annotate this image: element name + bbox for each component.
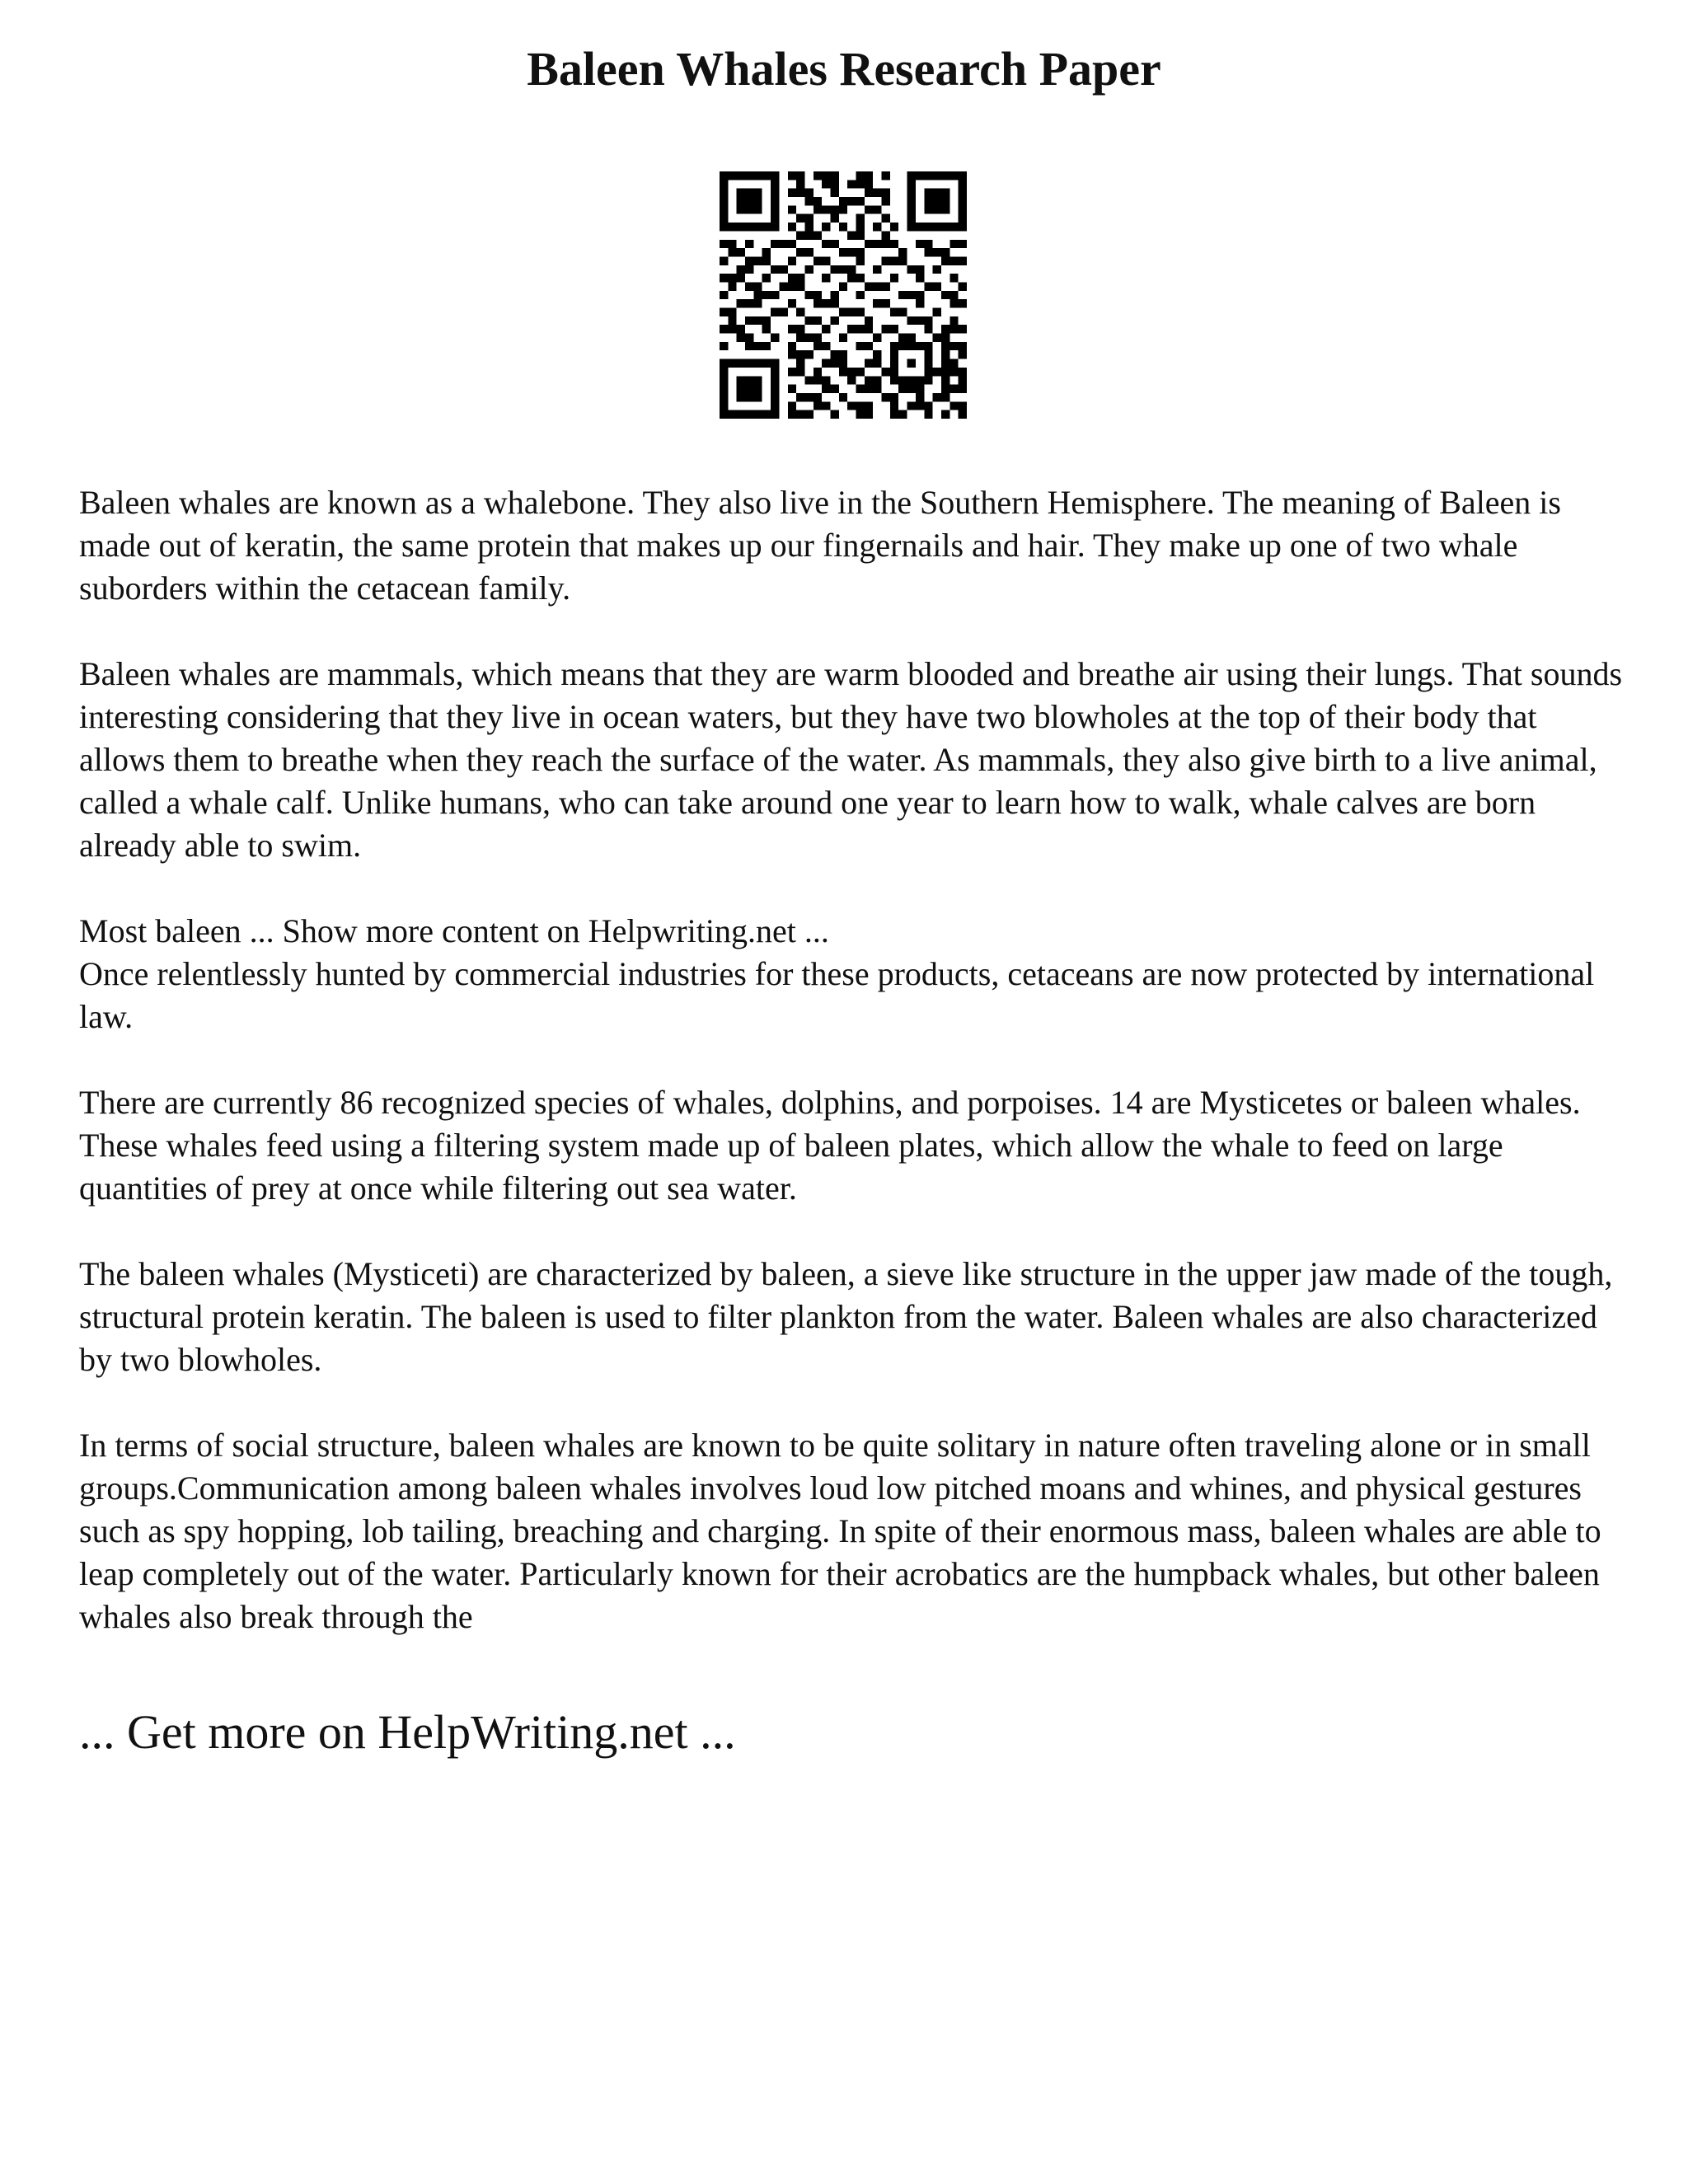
paragraph: Baleen whales are known as a whalebone. They also live in the Southern Hemisphere. The meaning of Baleen is made out of keratin, the same protein that makes up our fingernails and hair. They make up one of two whale suborders within the cetacean family. (79, 484, 1561, 607)
get-more-link[interactable]: ... Get more on HelpWriting.net ... (79, 1705, 736, 1759)
paragraph: In terms of social structure, baleen whales are known to be quite solitary in nature often traveling alone or in small groups.Communication among baleen whales involves loud low pitched moans and whines, and physical gestures such as spy hopping, lob tailing, breaching and charging. In spite of their enormous mass, baleen whales are able to leap completely out of the water. Particularly known for their acrobatics are the humpback whales, but other baleen whales also break through the (79, 1427, 1601, 1635)
paragraph: There are currently 86 recognized species of whales, dolphins, and porpoises. 14 are Mysticetes or baleen whales. These whales feed using a filtering system made up of baleen plates, which allow the whale to feed on large quantities of prey at once while filtering out sea water. (79, 1084, 1581, 1207)
qr-code-icon (720, 171, 967, 419)
document-body (79, 481, 1629, 1638)
paragraph: Baleen whales are mammals, which means that they are warm blooded and breathe air using their lungs. That sounds interesting considering that they live in ocean waters, but they have two blowholes at the top of their body that allows them to breathe when they reach the surface of the water. As mammals, they also give birth to a live animal, called a whale calf. Unlike humans, who can take around one year to learn how to walk, whale calves are born already able to swim. (79, 655, 1623, 864)
page-title: Baleen Whales Research Paper (527, 42, 1161, 96)
show-more-link[interactable]: Most baleen ... Show more content on Helpwriting.net ... (79, 912, 829, 949)
paragraph: Once relentlessly hunted by commercial industries for these products, cetaceans are now protected by international law. (79, 955, 1595, 1035)
paragraph: The baleen whales (Mysticeti) are characterized by baleen, a sieve like structure in the upper jaw made of the tough, structural protein keratin. The baleen is used to filter plankton from the water. Baleen whales are also characterized by two blowholes. (79, 1255, 1613, 1378)
